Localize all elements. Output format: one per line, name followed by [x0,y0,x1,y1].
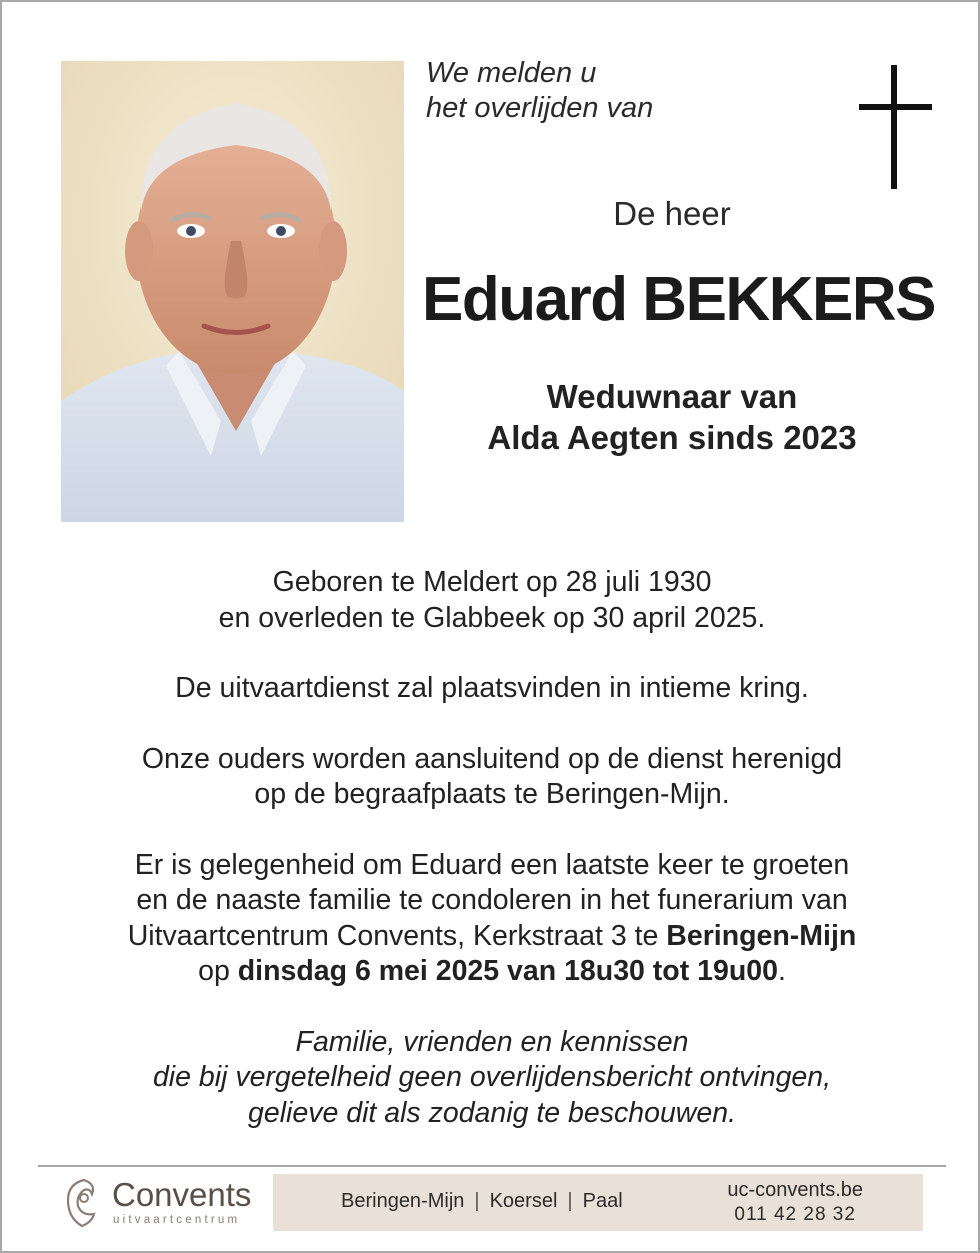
closing-line: die bij vergetelheid geen overlijdensbericht ontvingen, [152,1061,832,1093]
reunion-line: Onze ouders worden aansluitend op de dienst herenigd [141,742,843,775]
service-paragraph [42,671,942,707]
closing-line: gelieve dit als zodanig te beschouwen. [248,1096,736,1129]
brand-subtitle: uitvaartcentrum [113,1214,241,1226]
visitation-address: Uitvaartcentrum Convents, Kerkstraat 3 te [127,919,667,952]
footer-banner [273,1174,923,1231]
location-item: Paal [582,1190,623,1212]
portrait-illustration [61,61,404,522]
visitation-line: Er is gelegenheid om Eduard een laatste keer te groeten [134,848,850,881]
visitation-line [42,954,942,990]
death-line: en overleden te Glabbeek op 30 april 2025. [218,601,766,634]
closing-line: Familie, vrienden en kennissen [295,1025,689,1058]
convents-logo [62,1174,272,1234]
phone-number[interactable]: 011 42 28 32 [734,1204,856,1225]
contact-info [727,1178,863,1228]
funeral-logo-icon [62,1176,100,1230]
widow-line: Weduwnaar van [546,378,798,415]
visitation-line: en de naaste familie te condoleren in het funerarium van [136,884,848,916]
deceased-name: Eduard BEKKERS [422,265,935,334]
location-list [341,1190,623,1213]
visitation-when-prefix: op [198,955,238,987]
visitation-datetime: dinsdag 6 mei 2025 van 18u30 tot 19u00 [237,955,778,987]
notice-body [42,565,942,1166]
portrait-photo [61,61,404,522]
cross-horizontal-bar [859,104,932,110]
brand-wordmark: Convents [112,1176,252,1213]
visitation-when-suffix: . [777,955,786,987]
closing-paragraph [42,1025,942,1132]
visitation-place: Beringen-Mijn [666,919,857,952]
location-separator: | [567,1190,573,1212]
intro-line: We melden u [426,57,597,89]
intro-line: het overlijden van [426,92,654,124]
intro-text [426,56,653,126]
birth-death-paragraph [42,565,942,636]
location-separator: | [474,1190,480,1212]
reunion-paragraph [42,742,942,813]
cross-vertical-bar [891,65,897,189]
widow-statement [422,376,922,458]
location-item: Koersel [489,1190,558,1212]
widow-line: Alda Aegten sinds 2023 [487,419,857,456]
reunion-line: op de begraafplaats te Beringen-Mijn. [254,778,730,810]
visitation-paragraph [42,848,942,990]
cross-icon [859,65,932,189]
location-item: Beringen-Mijn [341,1190,465,1212]
service-line: De uitvaartdienst zal plaatsvinden in intieme kring. [175,672,809,704]
footer-divider [38,1165,946,1167]
visitation-line [42,919,942,955]
website-link[interactable]: uc-convents.be [727,1179,863,1201]
birth-line: Geboren te Meldert op 28 juli 1930 [272,566,712,598]
salutation: De heer [613,195,731,232]
